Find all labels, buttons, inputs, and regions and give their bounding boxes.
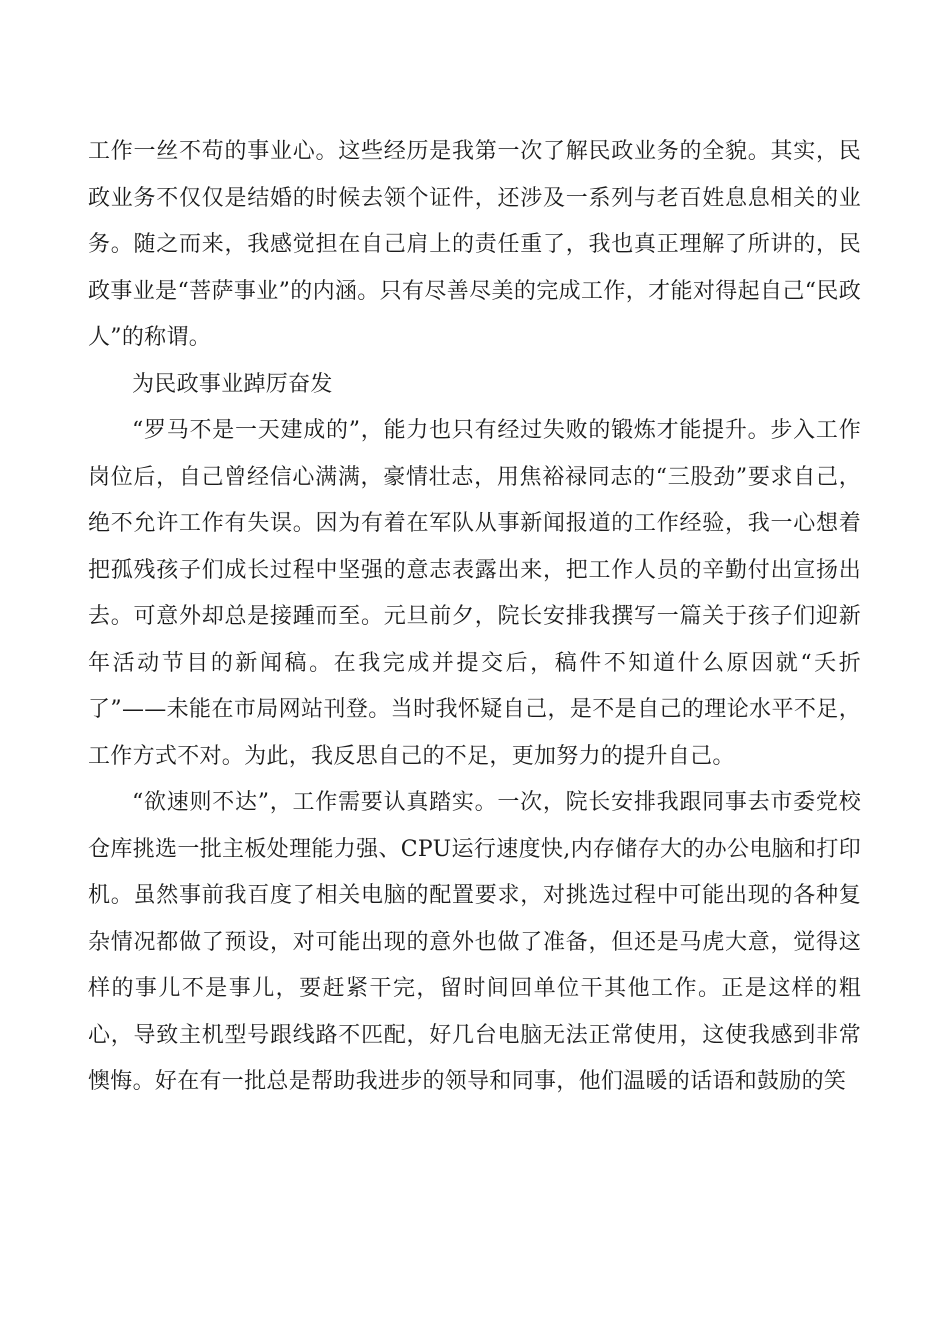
section-heading: 为民政事业踔厉奋发 [132, 371, 333, 397]
paragraph-2: “罗马不是一天建成的”，能力也只有经过失败的锻炼才能提升。步入工作岗位后，自己曾经信心满满，豪情壮志，用焦裕禄同志的“三股劲”要求自己，绝不允许工作有失误。因为有着在军队从事新闻报道的工作经验，我一心想着把孤残孩子们成长过程中坚强的意志表露出来，把工作人员的辛勤付出宣扬出去。可意外却总是接踵而至。元旦前夕，院长安排我撰写一篇关于孩子们迎新年活动节目的新闻稿。在我完成并提交后，稿件不知道什么原因就“夭折了”——未能在市局网站刊登。当时我怀疑自己，是不是自己的理论水平不足，工作方式不对。为此，我反思自己的不足，更加努力的提升自己。 [88, 418, 861, 769]
paragraph-3: “欲速则不达”，工作需要认真踏实。一次，院长安排我跟同事去市委党校仓库挑选一批主板处理能力强、CPU运行速度快,内存储存大的办公电脑和打印机。虽然事前我百度了相关电脑的配置要求，对挑选过程中可能出现的各种复杂情况都做了预设，对可能出现的意外也做了准备，但还是马虎大意，觉得这样的事儿不是事儿，要赶紧干完，留时间回单位干其他工作。正是这样的粗心，导致主机型号跟线路不匹配，好几台电脑无法正常使用，这使我感到非常懊悔。好在有一批总是帮助我进步的领导和同事，他们温暖的话语和鼓励的笑 [88, 790, 861, 1094]
paragraph-1: 工作一丝不苟的事业心。这些经历是我第一次了解民政业务的全貌。其实，民政业务不仅仅是结婚的时候去领个证件，还涉及一系列与老百姓息息相关的业务。随之而来，我感觉担在自己肩上的责任重了，我也真正理解了所讲的，民政事业是“菩萨事业”的内涵。只有尽善尽美的完成工作，才能对得起自己“民政人”的称谓。 [88, 139, 861, 350]
document-body [88, 129, 861, 1106]
